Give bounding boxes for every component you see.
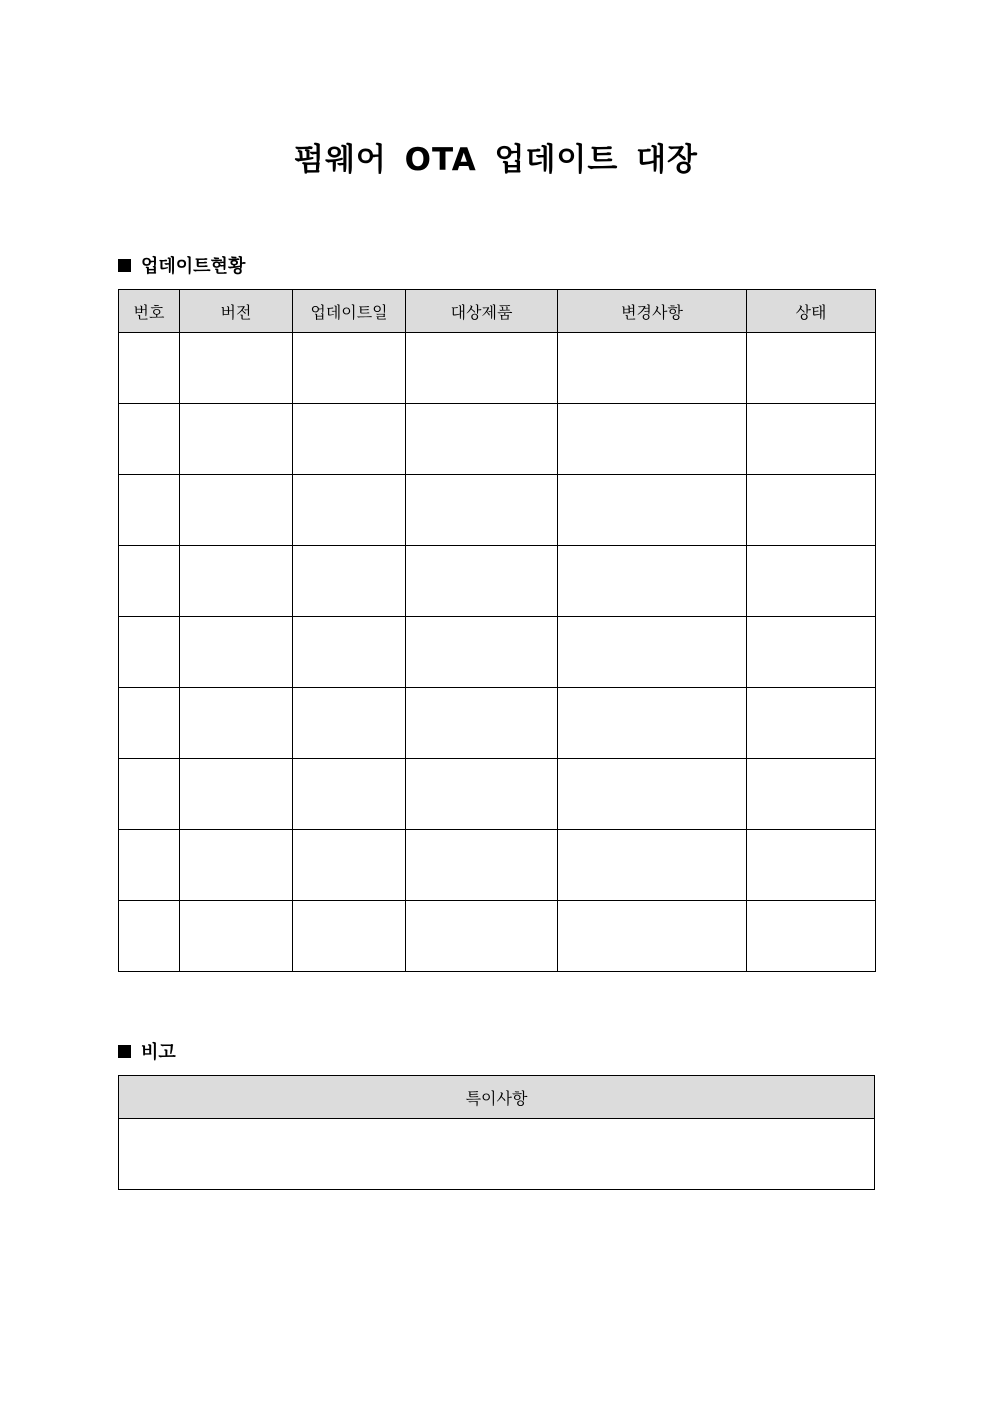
status-cell[interactable]	[747, 901, 876, 972]
status-cell[interactable]	[747, 546, 876, 617]
table-header-row	[119, 1076, 875, 1119]
status-cell[interactable]	[747, 759, 876, 830]
number-cell[interactable]	[119, 830, 180, 901]
table-row	[119, 404, 876, 475]
section-heading-update-status	[118, 252, 245, 278]
update-date-cell[interactable]	[293, 759, 406, 830]
number-cell[interactable]	[119, 901, 180, 972]
number-cell[interactable]	[119, 759, 180, 830]
column-header-version: 버전	[180, 290, 293, 333]
table-row	[119, 546, 876, 617]
update-date-cell[interactable]	[293, 546, 406, 617]
update-date-cell[interactable]	[293, 475, 406, 546]
column-header-status: 상태	[747, 290, 876, 333]
version-cell[interactable]	[180, 475, 293, 546]
number-cell[interactable]	[119, 333, 180, 404]
changes-cell[interactable]	[558, 688, 747, 759]
changes-cell[interactable]	[558, 404, 747, 475]
update-date-cell[interactable]	[293, 617, 406, 688]
number-cell[interactable]	[119, 688, 180, 759]
version-cell[interactable]	[180, 901, 293, 972]
table-row	[119, 830, 876, 901]
target-product-cell[interactable]	[406, 475, 558, 546]
column-header-target-product: 대상제품	[406, 290, 558, 333]
table-row	[119, 901, 876, 972]
column-header-update-date: 업데이트일	[293, 290, 406, 333]
target-product-cell[interactable]	[406, 901, 558, 972]
target-product-cell[interactable]	[406, 830, 558, 901]
update-status-table	[118, 289, 876, 972]
status-cell[interactable]	[747, 617, 876, 688]
section-heading-label: 비고	[141, 1042, 176, 1063]
version-cell[interactable]	[180, 759, 293, 830]
section-heading-remarks	[118, 1038, 176, 1064]
status-cell[interactable]	[747, 688, 876, 759]
status-cell[interactable]	[747, 830, 876, 901]
target-product-cell[interactable]	[406, 688, 558, 759]
number-cell[interactable]	[119, 546, 180, 617]
table-row	[119, 759, 876, 830]
column-header-number: 번호	[119, 290, 180, 333]
number-cell[interactable]	[119, 404, 180, 475]
version-cell[interactable]	[180, 688, 293, 759]
remarks-cell[interactable]	[119, 1119, 875, 1190]
version-cell[interactable]	[180, 546, 293, 617]
update-date-cell[interactable]	[293, 333, 406, 404]
number-cell[interactable]	[119, 475, 180, 546]
changes-cell[interactable]	[558, 759, 747, 830]
square-bullet-icon	[118, 259, 131, 272]
changes-cell[interactable]	[558, 333, 747, 404]
update-date-cell[interactable]	[293, 901, 406, 972]
changes-cell[interactable]	[558, 901, 747, 972]
update-date-cell[interactable]	[293, 688, 406, 759]
number-cell[interactable]	[119, 617, 180, 688]
version-cell[interactable]	[180, 830, 293, 901]
changes-cell[interactable]	[558, 617, 747, 688]
changes-cell[interactable]	[558, 830, 747, 901]
remarks-table	[118, 1075, 875, 1190]
column-header-changes: 변경사항	[558, 290, 747, 333]
column-header-special-notes: 특이사항	[119, 1076, 875, 1119]
table-row	[119, 333, 876, 404]
target-product-cell[interactable]	[406, 759, 558, 830]
target-product-cell[interactable]	[406, 546, 558, 617]
table-row	[119, 617, 876, 688]
version-cell[interactable]	[180, 333, 293, 404]
section-heading-label: 업데이트현황	[141, 256, 246, 277]
status-cell[interactable]	[747, 333, 876, 404]
changes-cell[interactable]	[558, 475, 747, 546]
status-cell[interactable]	[747, 404, 876, 475]
version-cell[interactable]	[180, 404, 293, 475]
status-cell[interactable]	[747, 475, 876, 546]
version-cell[interactable]	[180, 617, 293, 688]
table-row	[119, 1119, 875, 1190]
update-date-cell[interactable]	[293, 830, 406, 901]
page-title: 펌웨어 OTA 업데이트 대장	[294, 142, 698, 178]
table-row	[119, 475, 876, 546]
target-product-cell[interactable]	[406, 333, 558, 404]
update-date-cell[interactable]	[293, 404, 406, 475]
target-product-cell[interactable]	[406, 404, 558, 475]
table-header-row	[119, 290, 876, 333]
target-product-cell[interactable]	[406, 617, 558, 688]
square-bullet-icon	[118, 1045, 131, 1058]
changes-cell[interactable]	[558, 546, 747, 617]
table-row	[119, 688, 876, 759]
